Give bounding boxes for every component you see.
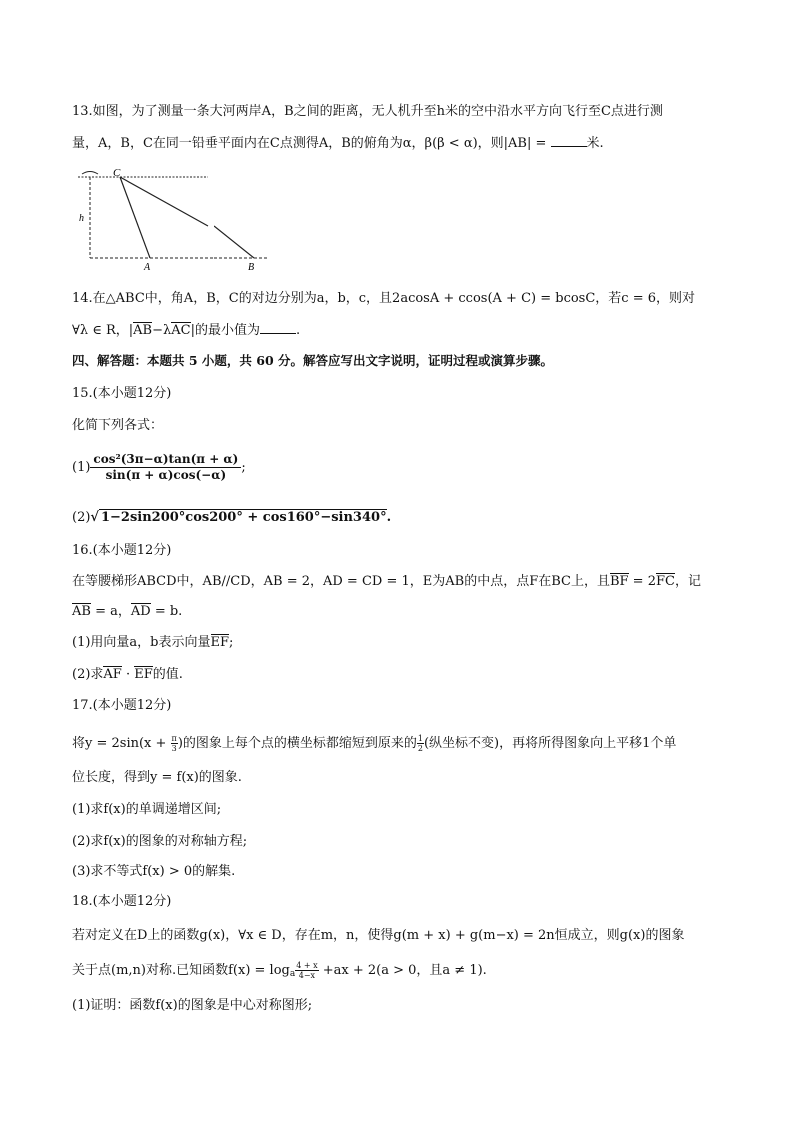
one-half: $\frac{1}{2}$ (417, 734, 423, 753)
vector-ab: AB (72, 604, 91, 619)
q17-line2: 位长度，得到y = f(x)的图象. (72, 770, 242, 785)
vector-ac: AC (171, 323, 191, 338)
q15-header: 15.(本小题12分) (72, 386, 172, 401)
answer-blank (260, 333, 296, 334)
vector-ad: AD (130, 604, 151, 619)
q16-part1: (1)用向量a，b表示向量EF; (72, 635, 234, 650)
q16-header: 16.(本小题12分) (72, 543, 172, 558)
q16-part2: (2)求AF · EF的值. (72, 667, 183, 682)
cb-line-end (214, 226, 254, 258)
q18-part1: (1)证明：函数f(x)的图象是中心对称图形; (72, 998, 313, 1013)
q15-part1: (1) $\frac{\text{cos²(3π−α)tan(π + α)}}{\sin(\pi + \alpha)\cos(-\alpha)}$ ; (72, 452, 246, 482)
label-h: h (79, 213, 84, 224)
label-b: B (248, 262, 255, 272)
log-argument: $\frac{4 + x}{4-x}$ (296, 961, 318, 980)
q18-header: 18.(本小题12分) (72, 894, 172, 909)
q15-fraction: $\frac{\text{cos²(3π−α)tan(π + α)}}{\sin(\pi + \alpha)\cos(-\alpha)}$ (90, 452, 241, 483)
q15-part2: (2)√ 1−2sin200°cos200° + cos160°−sin340°. (72, 510, 392, 525)
vector-ef: EF (134, 667, 153, 682)
label-a: A (144, 262, 151, 272)
drone-icon (82, 172, 98, 175)
q14-line1: 14.在△ABC中，角A，B，C的对边分别为a，b，c，且2acosA + ccos(A + C) = bcosC，若c = 6，则对 (72, 291, 695, 306)
vector-fc: FC (655, 574, 675, 589)
section-4-heading: 四、解答题：本题共 5 小题，共 60 分。解答应写出文字说明，证明过程或演算步骤。 (72, 353, 554, 368)
vector-af: AF (103, 667, 122, 682)
q17-header: 17.(本小题12分) (72, 698, 172, 713)
q18-line1: 若对定义在D上的函数g(x)，∀x ∈ D，存在m，n，使得g(m + x) + g(m−x) = 2n恒成立，则g(x)的图象 (72, 928, 685, 943)
q16-line2: AB = a，AD = b. (72, 604, 183, 619)
vector-bf: BF (609, 574, 629, 589)
q17-part3: (3)求不等式f(x) > 0的解集. (72, 864, 236, 879)
ca-line (120, 177, 150, 258)
q17-line1: 将y = 2sin(x + $\frac{\pi}{3}$ )的图象上每个点的横坐标都缩短到原来的 $\frac{1}{2}$ (纵坐标不变)，再将所得图象向上平移1个单 (72, 734, 677, 753)
q17-part2: (2)求f(x)的图象的对称轴方程; (72, 834, 248, 849)
label-c: C (113, 167, 121, 179)
cb-line (120, 177, 208, 226)
q13-line1: 13.如图，为了测量一条大河两岸A，B之间的距离，无人机升至h米的空中沿水平方向飞行至C点进行测 (72, 104, 663, 119)
q16-line1: 在等腰梯形ABCD中，AB//CD，AB = 2，AD = CD = 1，E为AB的中点，点F在BC上，且BF = 2FC，记 (72, 574, 701, 589)
q14-line2: ∀λ ∈ R，|AB−λAC|的最小值为 . (72, 323, 301, 338)
q13-line2: 量，A，B，C在同一铅垂平面内在C点测得A，B的俯角为α，β(β < α)，则|AB| = 米. (72, 136, 604, 151)
q17-part1: (1)求f(x)的单调递增区间; (72, 802, 222, 817)
q13-figure (74, 166, 214, 272)
vector-ef: EF (210, 635, 230, 650)
vector-ab: AB (133, 323, 153, 338)
q18-line2: 关于点(m,n)对称.已知函数$f(x) = \log_a$ $\frac{4 + x}{4-x}$ +ax + 2(a > 0，且a ≠ 1). (72, 961, 487, 980)
answer-blank (551, 146, 587, 147)
q15-intro: 化简下列各式： (72, 418, 164, 433)
pi-over-3: $\frac{\pi}{3}$ (171, 734, 177, 753)
q13-figure-right (214, 166, 274, 272)
